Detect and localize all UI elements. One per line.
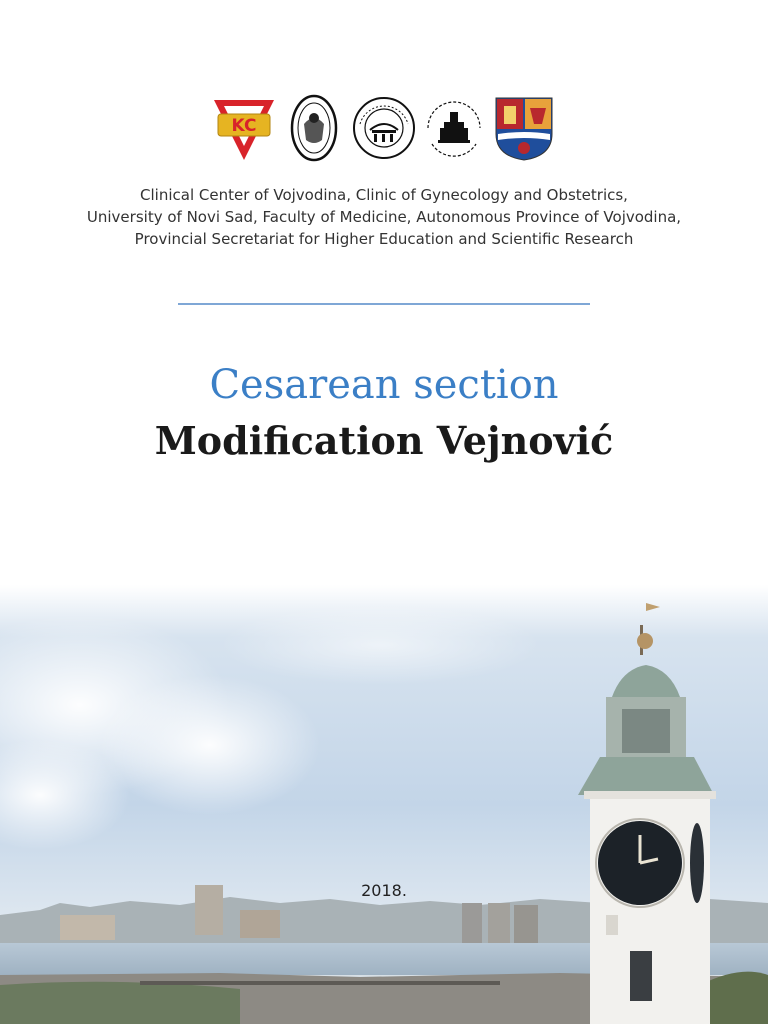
kcv-logo-text: KC bbox=[231, 116, 257, 136]
logos-row bbox=[0, 92, 768, 164]
document-title: Cesarean section bbox=[209, 362, 559, 408]
institution-line: University of Novi Sad, Faculty of Medicine, Autonomous Province of Vojvodina, bbox=[86, 208, 682, 226]
publication-year: 2018. bbox=[361, 881, 407, 900]
institution-line: Provincial Secretariat for Higher Education and Scientific Research bbox=[134, 230, 634, 248]
institution-line: Clinical Center of Vojvodina, Clinic of Gynecology and Obstetrics, bbox=[140, 186, 628, 204]
divider-line bbox=[178, 303, 590, 305]
institutions-block bbox=[0, 184, 768, 250]
faculty-medicine-seal-icon bbox=[422, 94, 486, 162]
cityscape-clock-tower-image bbox=[0, 585, 768, 1024]
society-seal-icon bbox=[282, 94, 346, 162]
document-subtitle: Modification Vejnović bbox=[154, 418, 614, 463]
kcv-logo-icon bbox=[212, 94, 276, 162]
university-seal-icon bbox=[352, 94, 416, 162]
province-coat-of-arms-icon bbox=[492, 94, 556, 162]
